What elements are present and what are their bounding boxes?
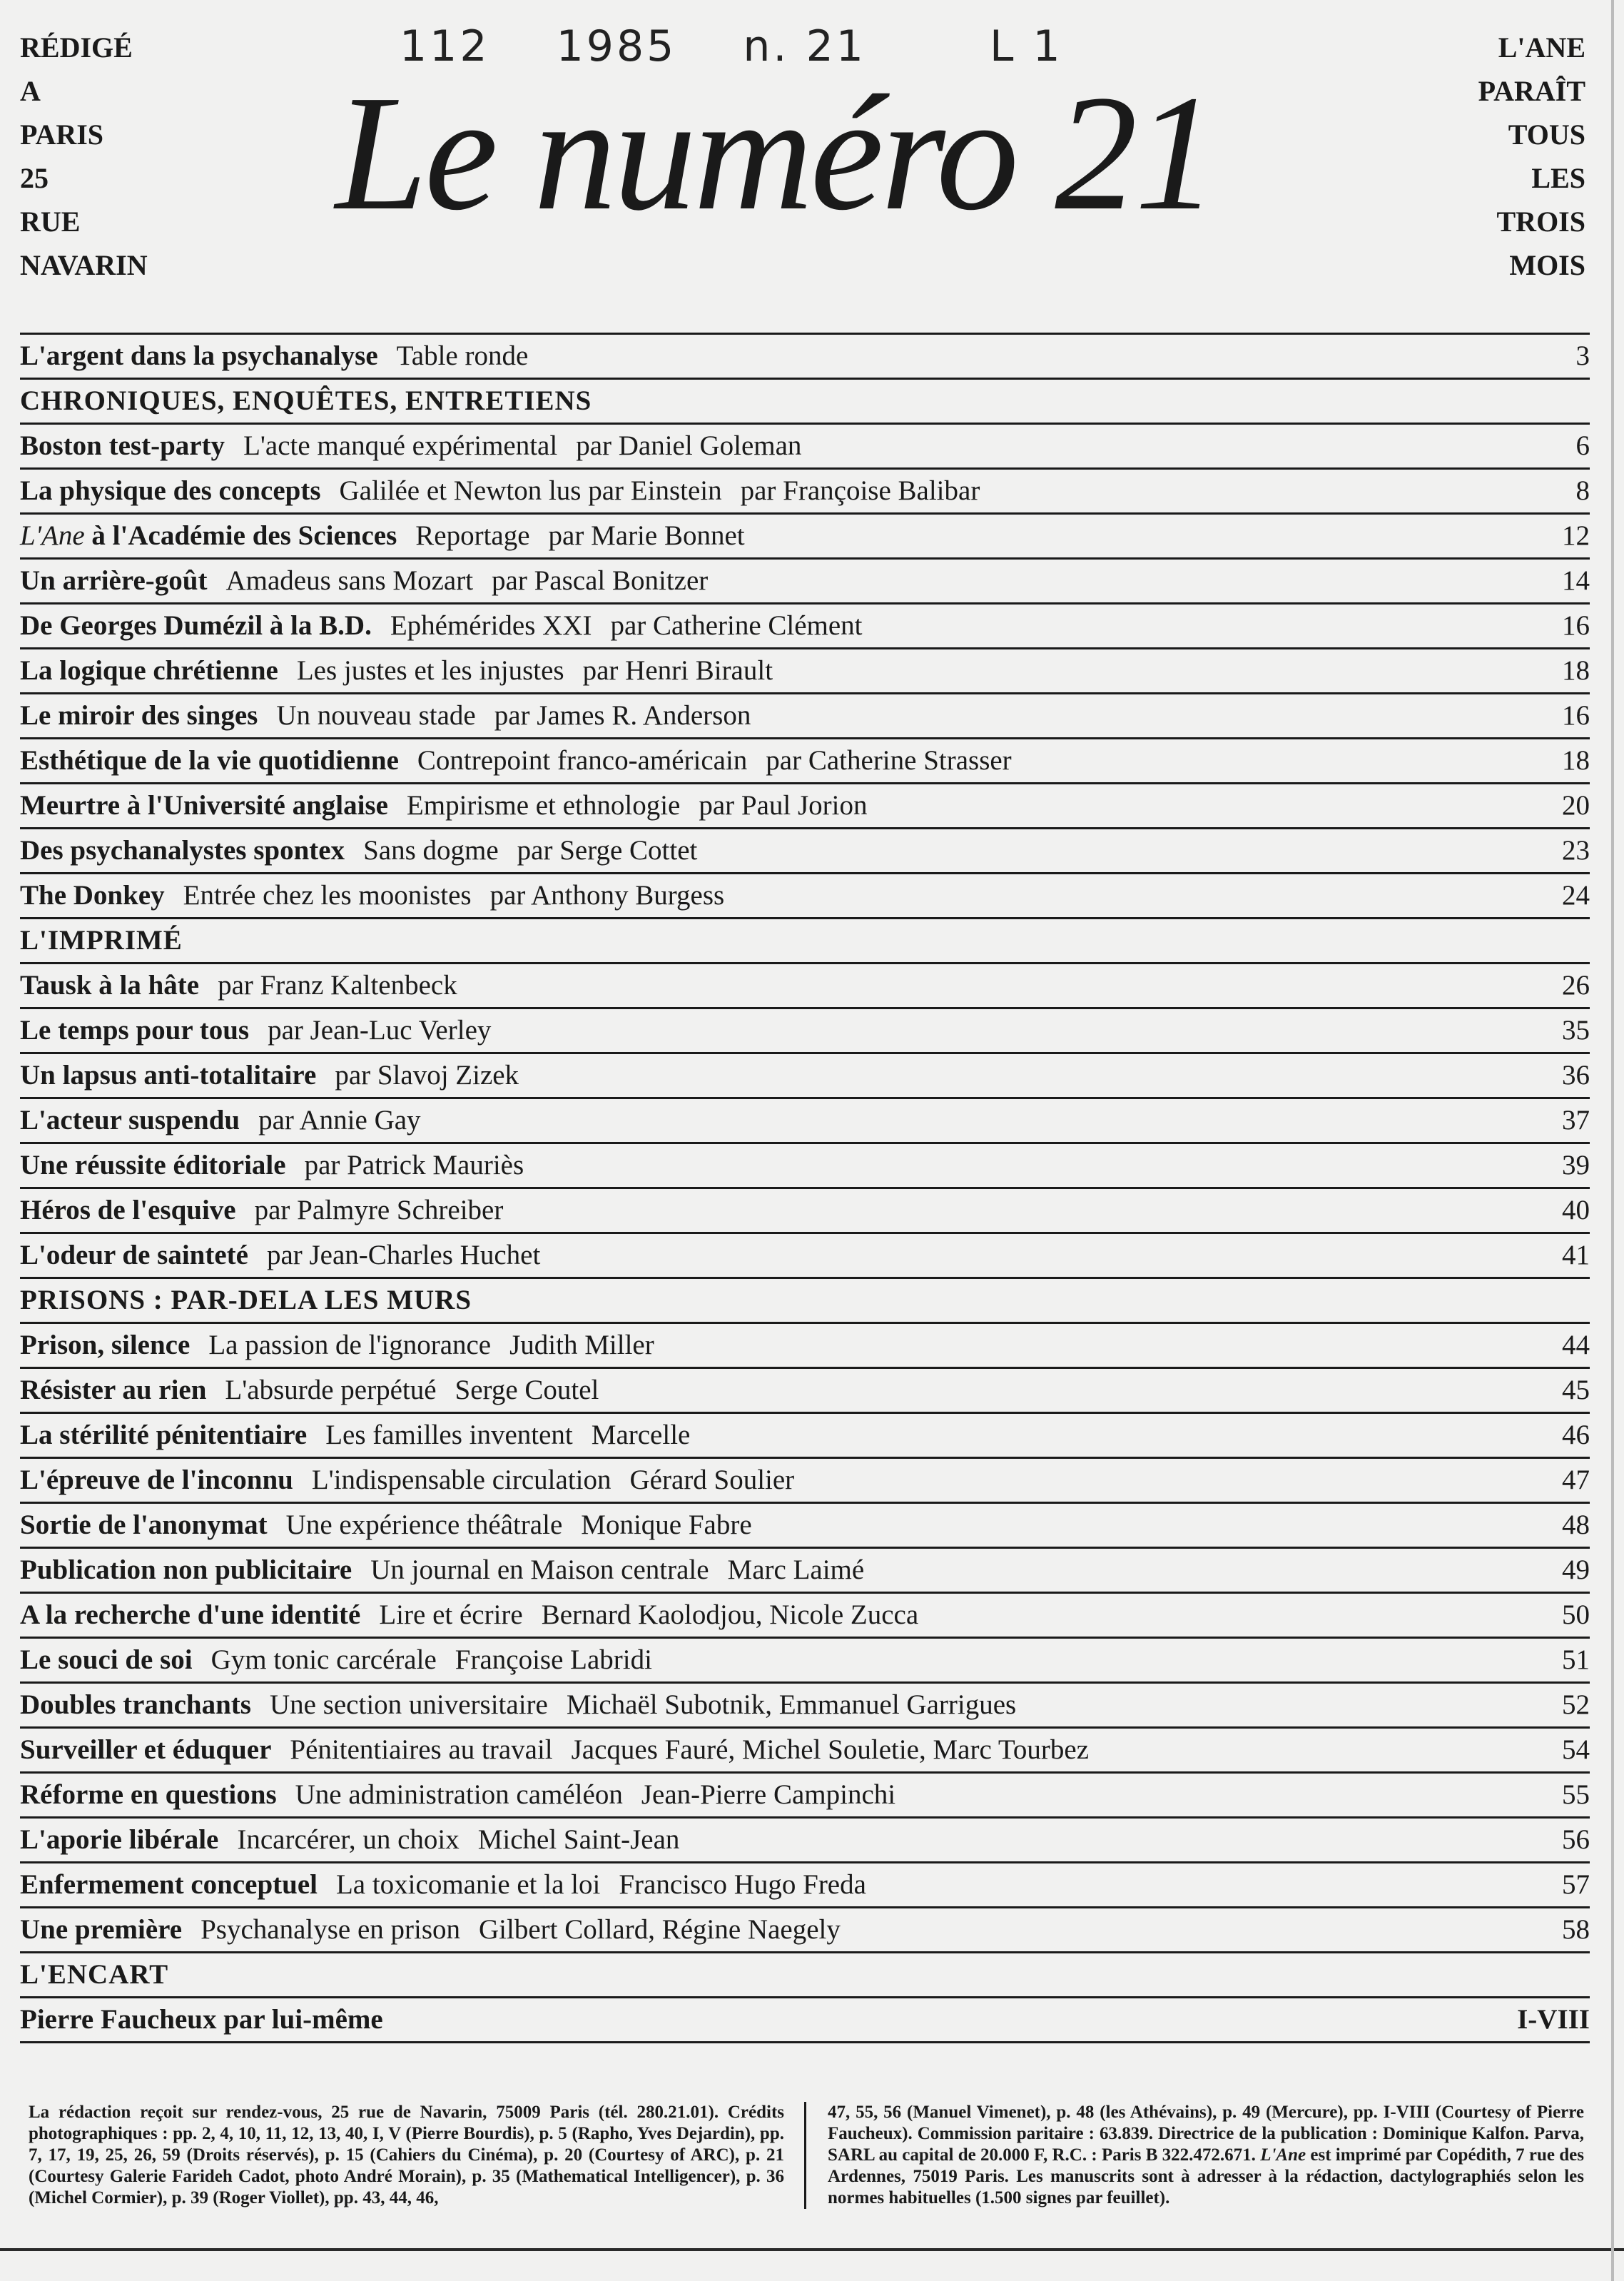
entry-detail: Serge Coutel	[455, 1375, 599, 1405]
toc-entry	[20, 423, 1590, 467]
entry-detail: Judith Miller	[509, 1330, 654, 1360]
page-number: 36	[1562, 1060, 1590, 1091]
entry-detail: L'absurde perpétué	[225, 1375, 437, 1405]
page-number: I-VIII	[1517, 2004, 1590, 2035]
page-number: 23	[1562, 835, 1590, 866]
page-number: 18	[1562, 655, 1590, 686]
page-number: 57	[1562, 1869, 1590, 1900]
toc-entry	[20, 1637, 1590, 1681]
address-line: NAVARIN	[20, 249, 148, 281]
entry-title: Le miroir des singes	[20, 700, 258, 731]
entry-detail: L'indispensable circulation	[311, 1465, 611, 1495]
page-number: 50	[1562, 1599, 1590, 1630]
toc-entry	[20, 1007, 1590, 1052]
bottom-rule	[0, 2248, 1624, 2251]
toc-entry	[20, 1052, 1590, 1097]
toc-entry	[20, 692, 1590, 737]
entry-detail: Incarcérer, un choix	[237, 1824, 460, 1855]
entry-detail: Un journal en Maison centrale	[370, 1554, 709, 1585]
toc-entry	[20, 1547, 1590, 1592]
entry-detail: Lire et écrire	[379, 1599, 523, 1630]
handwritten-code: L 1	[990, 21, 1063, 71]
entry-detail: Les familles inventent	[325, 1420, 573, 1450]
toc-section-heading	[20, 378, 1590, 423]
entry-detail: par James R. Anderson	[494, 700, 751, 731]
entry-detail: Michaël Subotnik, Emmanuel Garrigues	[566, 1689, 1017, 1720]
frequency-line: MOIS	[1509, 249, 1585, 281]
section-title: L'IMPRIMÉ	[20, 925, 183, 956]
entry-title: Publication non publicitaire	[20, 1554, 352, 1585]
entry-title: Le temps pour tous	[20, 1015, 250, 1046]
toc-entry	[20, 1367, 1590, 1412]
entry-title: L'épreuve de l'inconnu	[20, 1465, 293, 1495]
entry-detail: Pénitentiaires au travail	[290, 1734, 553, 1765]
entry-detail: par Paul Jorion	[699, 790, 868, 821]
toc-entry	[20, 872, 1590, 917]
entry-title: La physique des concepts	[20, 475, 321, 506]
handwritten-year: 1985	[556, 21, 677, 71]
page-number: 12	[1562, 520, 1590, 551]
toc-entry	[20, 557, 1590, 602]
colophon-column-2	[806, 2102, 1584, 2209]
page-number: 41	[1562, 1240, 1590, 1270]
entry-title: Pierre Faucheux par lui-même	[20, 2004, 383, 2035]
toc-entry	[20, 602, 1590, 647]
page-number: 58	[1562, 1914, 1590, 1945]
publication-frequency	[1478, 26, 1585, 287]
address-line: RUE	[20, 206, 81, 238]
page-number: 16	[1562, 700, 1590, 731]
entry-title-rest: à l'Académie des Sciences	[84, 520, 397, 551]
entry-detail: Empirisme et ethnologie	[406, 790, 681, 821]
page-number: 51	[1562, 1644, 1590, 1675]
toc-entry	[20, 1726, 1590, 1771]
page-number: 16	[1562, 610, 1590, 641]
toc-entry	[20, 737, 1590, 782]
toc-entry	[20, 962, 1590, 1007]
toc-entry	[20, 1322, 1590, 1367]
entry-detail: Bernard Kaolodjou, Nicole Zucca	[541, 1599, 919, 1630]
page-number: 6	[1575, 430, 1590, 461]
colophon	[29, 2102, 1595, 2209]
entry-detail: Galilée et Newton lus par Einstein	[339, 475, 722, 506]
entry-detail: La toxicomanie et la loi	[335, 1869, 601, 1900]
entry-title: A la recherche d'une identité	[20, 1599, 361, 1630]
entry-detail: Gilbert Collard, Régine Naegely	[479, 1914, 841, 1945]
entry-detail: Les justes et les injustes	[296, 655, 564, 686]
entry-detail: par Franz Kaltenbeck	[218, 970, 457, 1001]
frequency-line: TOUS	[1508, 118, 1585, 151]
editorial-address	[20, 26, 148, 287]
entry-detail: par Marie Bonnet	[548, 520, 745, 551]
entry-title: Enfermement conceptuel	[20, 1869, 318, 1900]
entry-title: Une première	[20, 1914, 183, 1945]
page-number: 20	[1562, 790, 1590, 821]
entry-detail: Une administration caméléon	[295, 1779, 623, 1810]
entry-title: Des psychanalystes spontex	[20, 835, 345, 866]
colophon-magazine-name: L'Ane	[1260, 2145, 1306, 2165]
toc-entry	[20, 1412, 1590, 1457]
frequency-line: TROIS	[1496, 206, 1585, 238]
toc-entry	[20, 827, 1590, 872]
entry-detail: Reportage	[415, 520, 530, 551]
page-number: 35	[1562, 1015, 1590, 1046]
entry-detail: Jean-Pierre Campinchi	[641, 1779, 896, 1810]
entry-title: Tausk à la hâte	[20, 970, 200, 1001]
handwritten-number: 112	[400, 21, 490, 71]
entry-detail: par Daniel Goleman	[576, 430, 802, 461]
page-number: 47	[1562, 1465, 1590, 1495]
entry-detail: par Serge Cottet	[517, 835, 698, 866]
address-line: RÉDIGÉ	[20, 31, 133, 64]
toc-entry	[20, 1592, 1590, 1637]
page-number: 55	[1562, 1779, 1590, 1810]
entry-detail: Contrepoint franco-américain	[417, 745, 748, 776]
handwritten-issue: n. 21	[743, 21, 866, 71]
page-number: 49	[1562, 1554, 1590, 1585]
section-title: CHRONIQUES, ENQUÊTES, ENTRETIENS	[20, 385, 592, 416]
entry-title	[20, 520, 397, 551]
entry-title: La stérilité pénitentiaire	[20, 1420, 308, 1450]
entry-title: Le souci de soi	[20, 1644, 193, 1675]
entry-detail: Psychanalyse en prison	[201, 1914, 461, 1945]
colophon-text: est imprimé par Copédith, 7 rue des Ardennes, 75019 Paris. Les manuscrits sont à adresser à la rédaction, dactylographiés selon les normes habituelles (1.500 signes par feuillet).	[828, 2145, 1584, 2207]
page-number: 46	[1562, 1420, 1590, 1450]
colophon-text: La rédaction reçoit sur rendez-vous, 25 rue de Navarin, 75009 Paris (tél. 280.21.01). Crédits photographiques : pp. 2, 4, 10, 11, 12, 13, 40, I, V (Pierre Bourdis), p. 5 (Rapho, Yves Dejardin), pp. 7, 17, 19, 25, 26, 59 (Droits réservés), p. 15 (Cahiers du Cinéma), p. 20 (Courtesy of ARC), p. 21 (Courtesy Galerie Farideh Cadot, photo André Morain), p. 35 (Mathematical Intelligencer), p. 36 (Michel Cormier), p. 39 (Roger Viollet), pp. 43, 44, 46,	[29, 2103, 784, 2207]
entry-title: Meurtre à l'Université anglaise	[20, 790, 388, 821]
entry-detail: Amadeus sans Mozart	[225, 565, 474, 596]
entry-detail: Sans dogme	[363, 835, 499, 866]
entry-detail: par Catherine Strasser	[766, 745, 1012, 776]
page-number: 54	[1562, 1734, 1590, 1765]
page-number: 40	[1562, 1195, 1590, 1225]
page-number: 44	[1562, 1330, 1590, 1360]
toc-entry	[20, 647, 1590, 692]
entry-title: De Georges Dumézil à la B.D.	[20, 610, 372, 641]
entry-detail: La passion de l'ignorance	[208, 1330, 492, 1360]
entry-detail: Marc Laimé	[727, 1554, 865, 1585]
entry-detail: Marcelle	[591, 1420, 691, 1450]
entry-detail: par Annie Gay	[258, 1105, 421, 1136]
section-title: PRISONS : PAR-DELA LES MURS	[20, 1285, 472, 1315]
entry-detail: Une expérience théâtrale	[285, 1509, 563, 1540]
page-number: 45	[1562, 1375, 1590, 1405]
page-number: 26	[1562, 970, 1590, 1001]
entry-detail: Françoise Labridi	[455, 1644, 652, 1675]
entry-detail: Francisco Hugo Freda	[619, 1869, 866, 1900]
toc-section-heading	[20, 1277, 1590, 1322]
toc-entry	[20, 1502, 1590, 1547]
frequency-line: PARAÎT	[1478, 75, 1585, 107]
toc-entry	[20, 1187, 1590, 1232]
colophon-column-1	[29, 2102, 806, 2209]
entry-detail: Jacques Fauré, Michel Souletie, Marc Tourbez	[571, 1734, 1090, 1765]
entry-detail: L'acte manqué expérimental	[243, 430, 558, 461]
entry-title: L'odeur de sainteté	[20, 1240, 248, 1270]
entry-title: Un lapsus anti-totalitaire	[20, 1060, 317, 1091]
entry-title: Héros de l'esquive	[20, 1195, 236, 1225]
entry-detail: Gérard Soulier	[629, 1465, 795, 1495]
toc-entry	[20, 1142, 1590, 1187]
entry-title: Sortie de l'anonymat	[20, 1509, 268, 1540]
entry-title: La logique chrétienne	[20, 655, 278, 686]
page-number: 24	[1562, 880, 1590, 911]
page-edge	[1611, 0, 1614, 2281]
toc-entry	[20, 333, 1590, 378]
toc-entry	[20, 1996, 1590, 2043]
toc-section-heading	[20, 1951, 1590, 1996]
entry-detail: Michel Saint-Jean	[477, 1824, 680, 1855]
entry-title: Un arrière-goût	[20, 565, 208, 596]
address-line: PARIS	[20, 118, 104, 151]
entry-detail: Entrée chez les moonistes	[183, 880, 472, 911]
entry-title: Réforme en questions	[20, 1779, 277, 1810]
section-title: L'ENCART	[20, 1959, 169, 1990]
entry-title: L'acteur suspendu	[20, 1105, 240, 1136]
entry-detail: par Palmyre Schreiber	[254, 1195, 504, 1225]
toc-entry	[20, 1816, 1590, 1861]
page-number: 39	[1562, 1150, 1590, 1180]
entry-detail: Monique Fabre	[581, 1509, 752, 1540]
frequency-line: L'ANE	[1498, 31, 1585, 64]
toc-entry	[20, 782, 1590, 827]
toc-entry	[20, 512, 1590, 557]
entry-title: Une réussite éditoriale	[20, 1150, 286, 1180]
toc-entry	[20, 1681, 1590, 1726]
entry-title: Doubles tranchants	[20, 1689, 251, 1720]
page-number: 14	[1562, 565, 1590, 596]
entry-title: Résister au rien	[20, 1375, 207, 1405]
toc-section-heading	[20, 917, 1590, 962]
masthead-title: Le numéro 21	[335, 61, 1215, 245]
page-number: 8	[1575, 475, 1590, 506]
entry-title: L'argent dans la psychanalyse	[20, 340, 378, 371]
entry-title: Esthétique de la vie quotidienne	[20, 745, 399, 776]
frequency-line: LES	[1531, 162, 1585, 194]
entry-title: The Donkey	[20, 880, 165, 911]
table-of-contents	[20, 333, 1590, 2043]
address-line: A	[20, 75, 41, 107]
page-number: 37	[1562, 1105, 1590, 1136]
entry-title: Surveiller et éduquer	[20, 1734, 272, 1765]
entry-detail: Gym tonic carcérale	[210, 1644, 437, 1675]
entry-detail: par Jean-Charles Huchet	[266, 1240, 541, 1270]
entry-detail: Un nouveau stade	[276, 700, 476, 731]
entry-detail: par Françoise Balibar	[740, 475, 980, 506]
toc-entry	[20, 1771, 1590, 1816]
colophon-text: 47, 55, 56 (Manuel Vimenet), p. 48 (les Athévains), p. 49 (Mercure), pp. I-VIII (Courtesy of Pierre Faucheux). Commission paritaire : 63.839. Directrice de la publication : Dominique Kalfon. Parva, SARL au capital de 20.000 F, R.C. : Paris B 322.472.671.	[828, 2103, 1584, 2165]
entry-detail: par Patrick Mauriès	[304, 1150, 524, 1180]
entry-title: Boston test-party	[20, 430, 225, 461]
page-number: 18	[1562, 745, 1590, 776]
toc-entry	[20, 1232, 1590, 1277]
page-number: 56	[1562, 1824, 1590, 1855]
entry-title: L'aporie libérale	[20, 1824, 219, 1855]
entry-detail: Ephémérides XXI	[390, 610, 592, 641]
entry-title: Prison, silence	[20, 1330, 191, 1360]
address-line: 25	[20, 162, 49, 194]
entry-detail: par Anthony Burgess	[489, 880, 725, 911]
toc-entry	[20, 1861, 1590, 1906]
entry-detail: par Catherine Clément	[610, 610, 863, 641]
entry-detail: Table ronde	[396, 340, 529, 371]
page-number: 48	[1562, 1509, 1590, 1540]
page-number: 3	[1575, 340, 1590, 371]
entry-detail: par Jean-Luc Verley	[268, 1015, 492, 1046]
toc-entry	[20, 1097, 1590, 1142]
entry-title-italic: L'Ane	[20, 520, 85, 551]
entry-detail: par Slavoj Zizek	[335, 1060, 519, 1091]
entry-detail: par Henri Birault	[582, 655, 773, 686]
entry-detail: par Pascal Bonitzer	[492, 565, 709, 596]
toc-entry	[20, 1906, 1590, 1951]
toc-entry	[20, 467, 1590, 512]
toc-entry	[20, 1457, 1590, 1502]
page-number: 52	[1562, 1689, 1590, 1720]
entry-detail: Une section universitaire	[269, 1689, 548, 1720]
